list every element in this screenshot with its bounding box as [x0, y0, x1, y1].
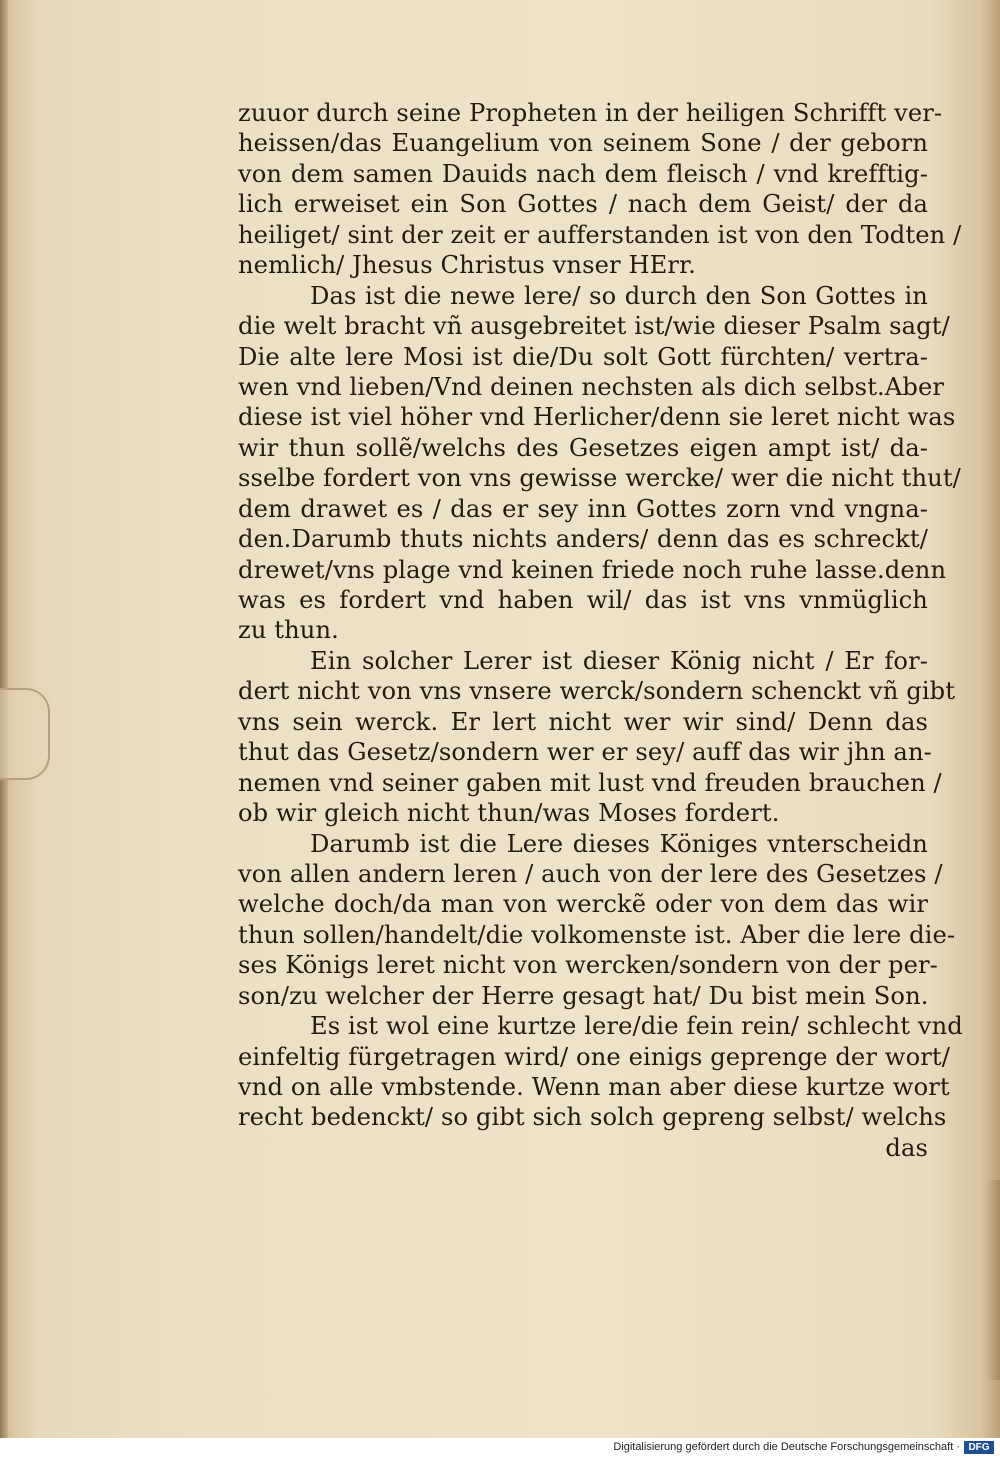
text-line: wen vnd lieben/Vnd deinen nechsten als dich selbst.Aber [238, 372, 945, 401]
page-text-block [238, 98, 963, 1163]
text-line: Darumb ist die Lere dieses Königes vnterscheidn [310, 829, 928, 858]
text-line: zu thun. [238, 616, 339, 645]
text-line: ses Königs leret nicht von wercken/sondern von der per- [238, 951, 938, 980]
text-line: thut das Gesetz/sondern wer er sey/ auff das wir jhn an- [238, 738, 932, 767]
book-clasp [0, 688, 50, 780]
text-line: nemlich/ Jhesus Christus vnser HErr. [238, 251, 696, 280]
text-line: vnd on alle vmbstende. Wenn man aber diese kurtze wort [238, 1073, 950, 1101]
text-line: Das ist die newe lere/ so durch den Son Gottes in [310, 281, 928, 310]
text-line: son/zu welcher der Herre gesagt hat/ Du bist mein Son. [238, 981, 929, 1010]
text-line: recht bedenckt/ so gibt sich solch gepreng selbst/ welchs [238, 1103, 947, 1132]
text-line: einfeltig fürgetragen wird/ one einigs geprenge der wort/ [238, 1042, 950, 1071]
text-line: Ein solcher Lerer ist dieser König nicht / Er for- [310, 646, 928, 675]
text-line: was es fordert vnd haben wil/ das ist vns vnmüglich [238, 586, 928, 614]
text-line: die welt bracht vñ ausgebreitet ist/wie dieser Psalm sagt/ [238, 312, 950, 341]
catchword: das [885, 1133, 928, 1162]
footer-bar [0, 1438, 1000, 1458]
text-line: thun sollen/handelt/die volkomenste ist. Aber die lere die- [238, 920, 956, 949]
text-line: heissen/das Euangelium von seinem Sone / der geborn [238, 129, 928, 158]
text-line: von allen andern leren / auch von der lere des Gesetzes / [238, 859, 943, 888]
text-line: vns sein werck. Er lert nicht wer wir sind/ Denn das [238, 707, 928, 736]
page-edge [986, 1180, 1000, 1380]
funding-credit: Digitalisierung gefördert durch die Deutsche Forschungsgemeinschaft · [613, 1441, 960, 1453]
text-line: dem drawet es / das er sey inn Gottes zorn vnd vngna- [238, 494, 928, 523]
text-line: diese ist viel höher vnd Herlicher/denn sie leret nicht was [238, 403, 956, 432]
dfg-logo-icon: DFG [964, 1441, 994, 1454]
text-line: drewet/vns plage vnd keinen friede noch ruhe lasse.denn [238, 555, 947, 584]
text-line: zuuor durch seine Propheten in der heiligen Schrifft ver- [238, 99, 943, 127]
text-line: lich erweiset ein Son Gottes / nach dem Geist/ der da [238, 190, 928, 219]
text-line: Es ist wol eine kurtze lere/die fein rein/ schlecht vnd [310, 1012, 963, 1041]
text-line: sselbe fordert von vns gewisse wercke/ wer die nicht thut/ [238, 464, 961, 493]
text-line: nemen vnd seiner gaben mit lust vnd freuden brauchen / [238, 768, 942, 797]
text-line: von dem samen Dauids nach dem fleisch / vnd krefftig- [238, 159, 928, 188]
text-line: ob wir gleich nicht thun/was Moses fordert. [238, 799, 780, 828]
text-line: wir thun sollẽ/welchs des Gesetzes eigen ampt ist/ da- [238, 433, 928, 462]
text-line: Die alte lere Mosi ist die/Du solt Gott fürchten/ vertra- [238, 342, 928, 371]
text-line: den.Darumb thuts nichts anders/ denn das es schreckt/ [238, 525, 928, 554]
text-line: dert nicht von vns vnsere werck/sondern schenckt vñ gibt [238, 677, 956, 706]
text-line: welche doch/da man von werckẽ oder von dem das wir [238, 890, 928, 919]
text-line: heiliget/ sint der zeit er aufferstanden ist von den Todten / [238, 220, 962, 249]
